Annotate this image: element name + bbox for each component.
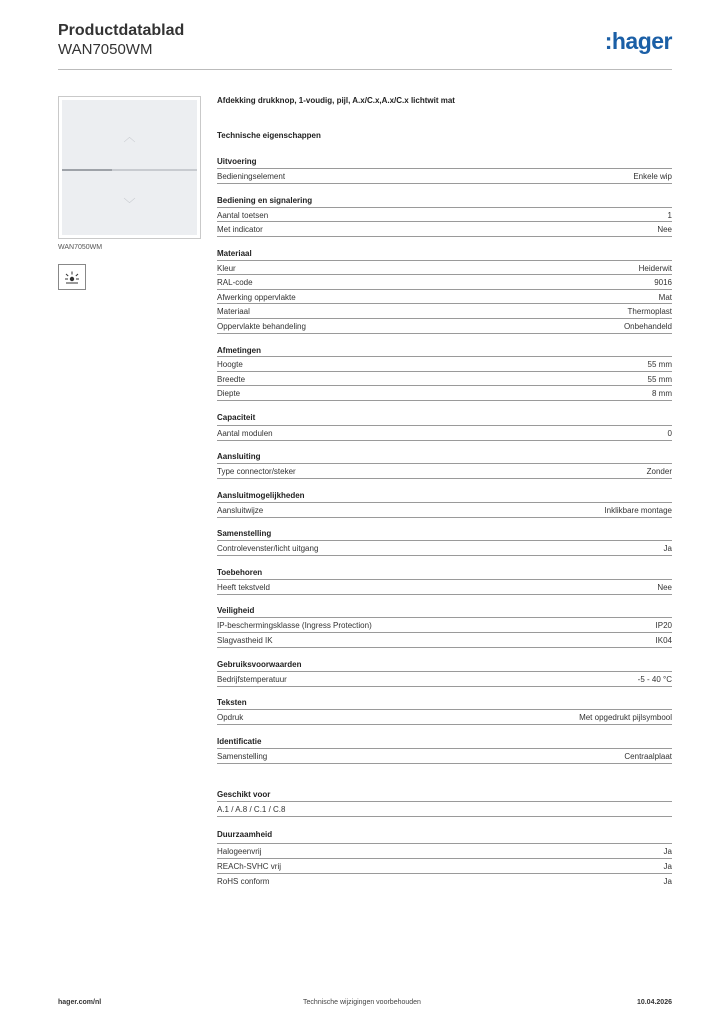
row-divider <box>217 594 672 595</box>
spec-value: Nee <box>657 583 672 592</box>
spec-label: Opdruk <box>217 713 244 722</box>
spec-label: Materiaal <box>217 307 250 316</box>
image-caption: WAN7050WM <box>58 244 103 251</box>
spec-row <box>217 579 672 594</box>
spec-row <box>217 632 672 647</box>
spec-value: Onbehandeld <box>623 322 672 331</box>
spec-label: Slagvastheid IK <box>217 636 273 645</box>
spec-value: Enkele wip <box>633 172 672 181</box>
group-title: Gebruiksvoorwaarden <box>217 660 302 669</box>
spec-label: Afwerking oppervlakte <box>217 293 296 302</box>
suitable-row <box>217 801 672 816</box>
footer-website-link[interactable]: hager.com/nl <box>58 999 102 1006</box>
row-divider <box>217 724 672 725</box>
spec-row <box>217 671 672 686</box>
group-title: Bediening en signalering <box>217 196 313 205</box>
group-title: Aansluiting <box>217 452 261 461</box>
spec-value: 55 mm <box>647 375 672 384</box>
spec-value: 9016 <box>654 278 672 287</box>
spec-label: Heeft tekstveld <box>217 583 270 592</box>
footer-disclaimer: Technische wijzigingen voorbehouden <box>303 999 421 1006</box>
row-divider <box>217 440 672 441</box>
header-divider <box>58 69 672 70</box>
spec-row <box>217 303 672 318</box>
group-title: Toebehoren <box>217 568 263 577</box>
row-divider <box>217 517 672 518</box>
row-divider <box>217 400 672 401</box>
sustainability-heading: Duurzaamheid <box>217 830 273 839</box>
spec-row <box>217 709 672 724</box>
spec-row <box>217 843 672 858</box>
spec-label: REACh-SVHC vrij <box>217 862 282 871</box>
spec-row <box>217 502 672 517</box>
row-divider <box>217 686 672 687</box>
cover-plate <box>62 100 197 235</box>
row-divider <box>217 183 672 184</box>
page-header <box>58 22 672 70</box>
spec-row <box>217 168 672 183</box>
group-title: Veiligheid <box>217 606 255 615</box>
row-divider <box>217 647 672 648</box>
group-title: Aansluitmogelijkheden <box>217 491 305 500</box>
row-divider <box>217 555 672 556</box>
spec-label: Met indicator <box>217 225 263 234</box>
page-title: Productdatablad <box>58 22 185 39</box>
spec-row <box>217 858 672 873</box>
spec-row <box>217 385 672 400</box>
spec-label: Controlevenster/licht uitgang <box>217 544 319 553</box>
spec-value: 1 <box>667 211 672 220</box>
group-title: Capaciteit <box>217 413 256 422</box>
group-title: Teksten <box>217 698 247 707</box>
spec-label: Breedte <box>217 375 246 384</box>
spec-label: IP-beschermingsklasse (Ingress Protection) <box>217 621 372 630</box>
row-divider <box>217 478 672 479</box>
spec-label: RAL-code <box>217 278 253 287</box>
spec-value: Ja <box>663 847 672 856</box>
product-code: WAN7050WM <box>58 41 153 58</box>
spec-row <box>217 221 672 236</box>
spec-value: Ja <box>663 544 672 553</box>
spec-row <box>217 873 672 888</box>
spec-label: Kleur <box>217 264 236 273</box>
spec-label: Oppervlakte behandeling <box>217 322 306 331</box>
row-divider <box>217 333 672 334</box>
row-divider <box>217 763 672 764</box>
spec-value: Ja <box>663 862 672 871</box>
spec-row <box>217 463 672 478</box>
arrow-up-icon: ︿ <box>123 130 136 144</box>
spec-label: Aantal toetsen <box>217 211 269 220</box>
spec-value: -5 - 40 °C <box>637 675 672 684</box>
spec-label: Hoogte <box>217 360 243 369</box>
spec-label: Diepte <box>217 389 241 398</box>
product-description: Afdekking drukknop, 1-voudig, pijl, A.x/C.x,A.x/C.x lichtwit mat <box>217 96 455 105</box>
row-divider <box>217 816 672 817</box>
spec-row <box>217 289 672 304</box>
spec-row <box>217 318 672 333</box>
spec-label: Aansluitwijze <box>217 506 264 515</box>
spec-row <box>217 274 672 289</box>
spec-row <box>217 540 672 555</box>
suitable-heading: Geschikt voor <box>217 790 271 799</box>
spec-value: 55 mm <box>647 360 672 369</box>
group-title: Uitvoering <box>217 157 257 166</box>
tech-heading: Technische eigenschappen <box>217 131 321 140</box>
spec-value: Inklikbare montage <box>604 506 672 515</box>
spec-label: Bedieningselement <box>217 172 286 181</box>
spec-value: Nee <box>657 225 672 234</box>
spec-label: Halogeenvrij <box>217 847 262 856</box>
plate-divider-mark <box>62 169 112 171</box>
group-title: Identificatie <box>217 737 262 746</box>
footer-date: 10.04.2026 <box>636 999 672 1006</box>
row-divider <box>217 236 672 237</box>
spec-value: Met opgedrukt pijlsymbool <box>579 713 672 722</box>
group-title: Materiaal <box>217 249 252 258</box>
spec-value: IP20 <box>655 621 672 630</box>
spec-label: RoHS conform <box>217 877 270 886</box>
spec-value: Mat <box>658 293 672 302</box>
group-title: Afmetingen <box>217 346 261 355</box>
spec-row <box>217 748 672 763</box>
spec-value: Centraalplaat <box>624 752 672 761</box>
spec-row <box>217 356 672 371</box>
spec-value: 0 <box>667 429 672 438</box>
spec-row <box>217 371 672 386</box>
group-title: Samenstelling <box>217 529 272 538</box>
spec-value: 8 mm <box>652 389 672 398</box>
product-image <box>58 96 201 239</box>
spec-value: Heiderwit <box>638 264 672 273</box>
spec-label: Type connector/steker <box>217 467 296 476</box>
light-indicator-icon <box>58 264 86 290</box>
spec-label: Samenstelling <box>217 752 268 761</box>
spec-row <box>217 425 672 440</box>
spec-value: Ja <box>663 877 672 886</box>
suitable-label: A.1 / A.8 / C.1 / C.8 <box>217 805 286 814</box>
spec-row <box>217 260 672 275</box>
spec-value: Zonder <box>646 467 672 476</box>
hager-logo: :hager <box>604 28 672 54</box>
spec-label: Bedrijfstemperatuur <box>217 675 287 684</box>
arrow-down-icon: ﹀ <box>123 197 136 211</box>
spec-label: Aantal modulen <box>217 429 273 438</box>
spec-row <box>217 207 672 222</box>
spec-row <box>217 617 672 632</box>
spec-value: Thermoplast <box>627 307 672 316</box>
spec-value: IK04 <box>655 636 672 645</box>
